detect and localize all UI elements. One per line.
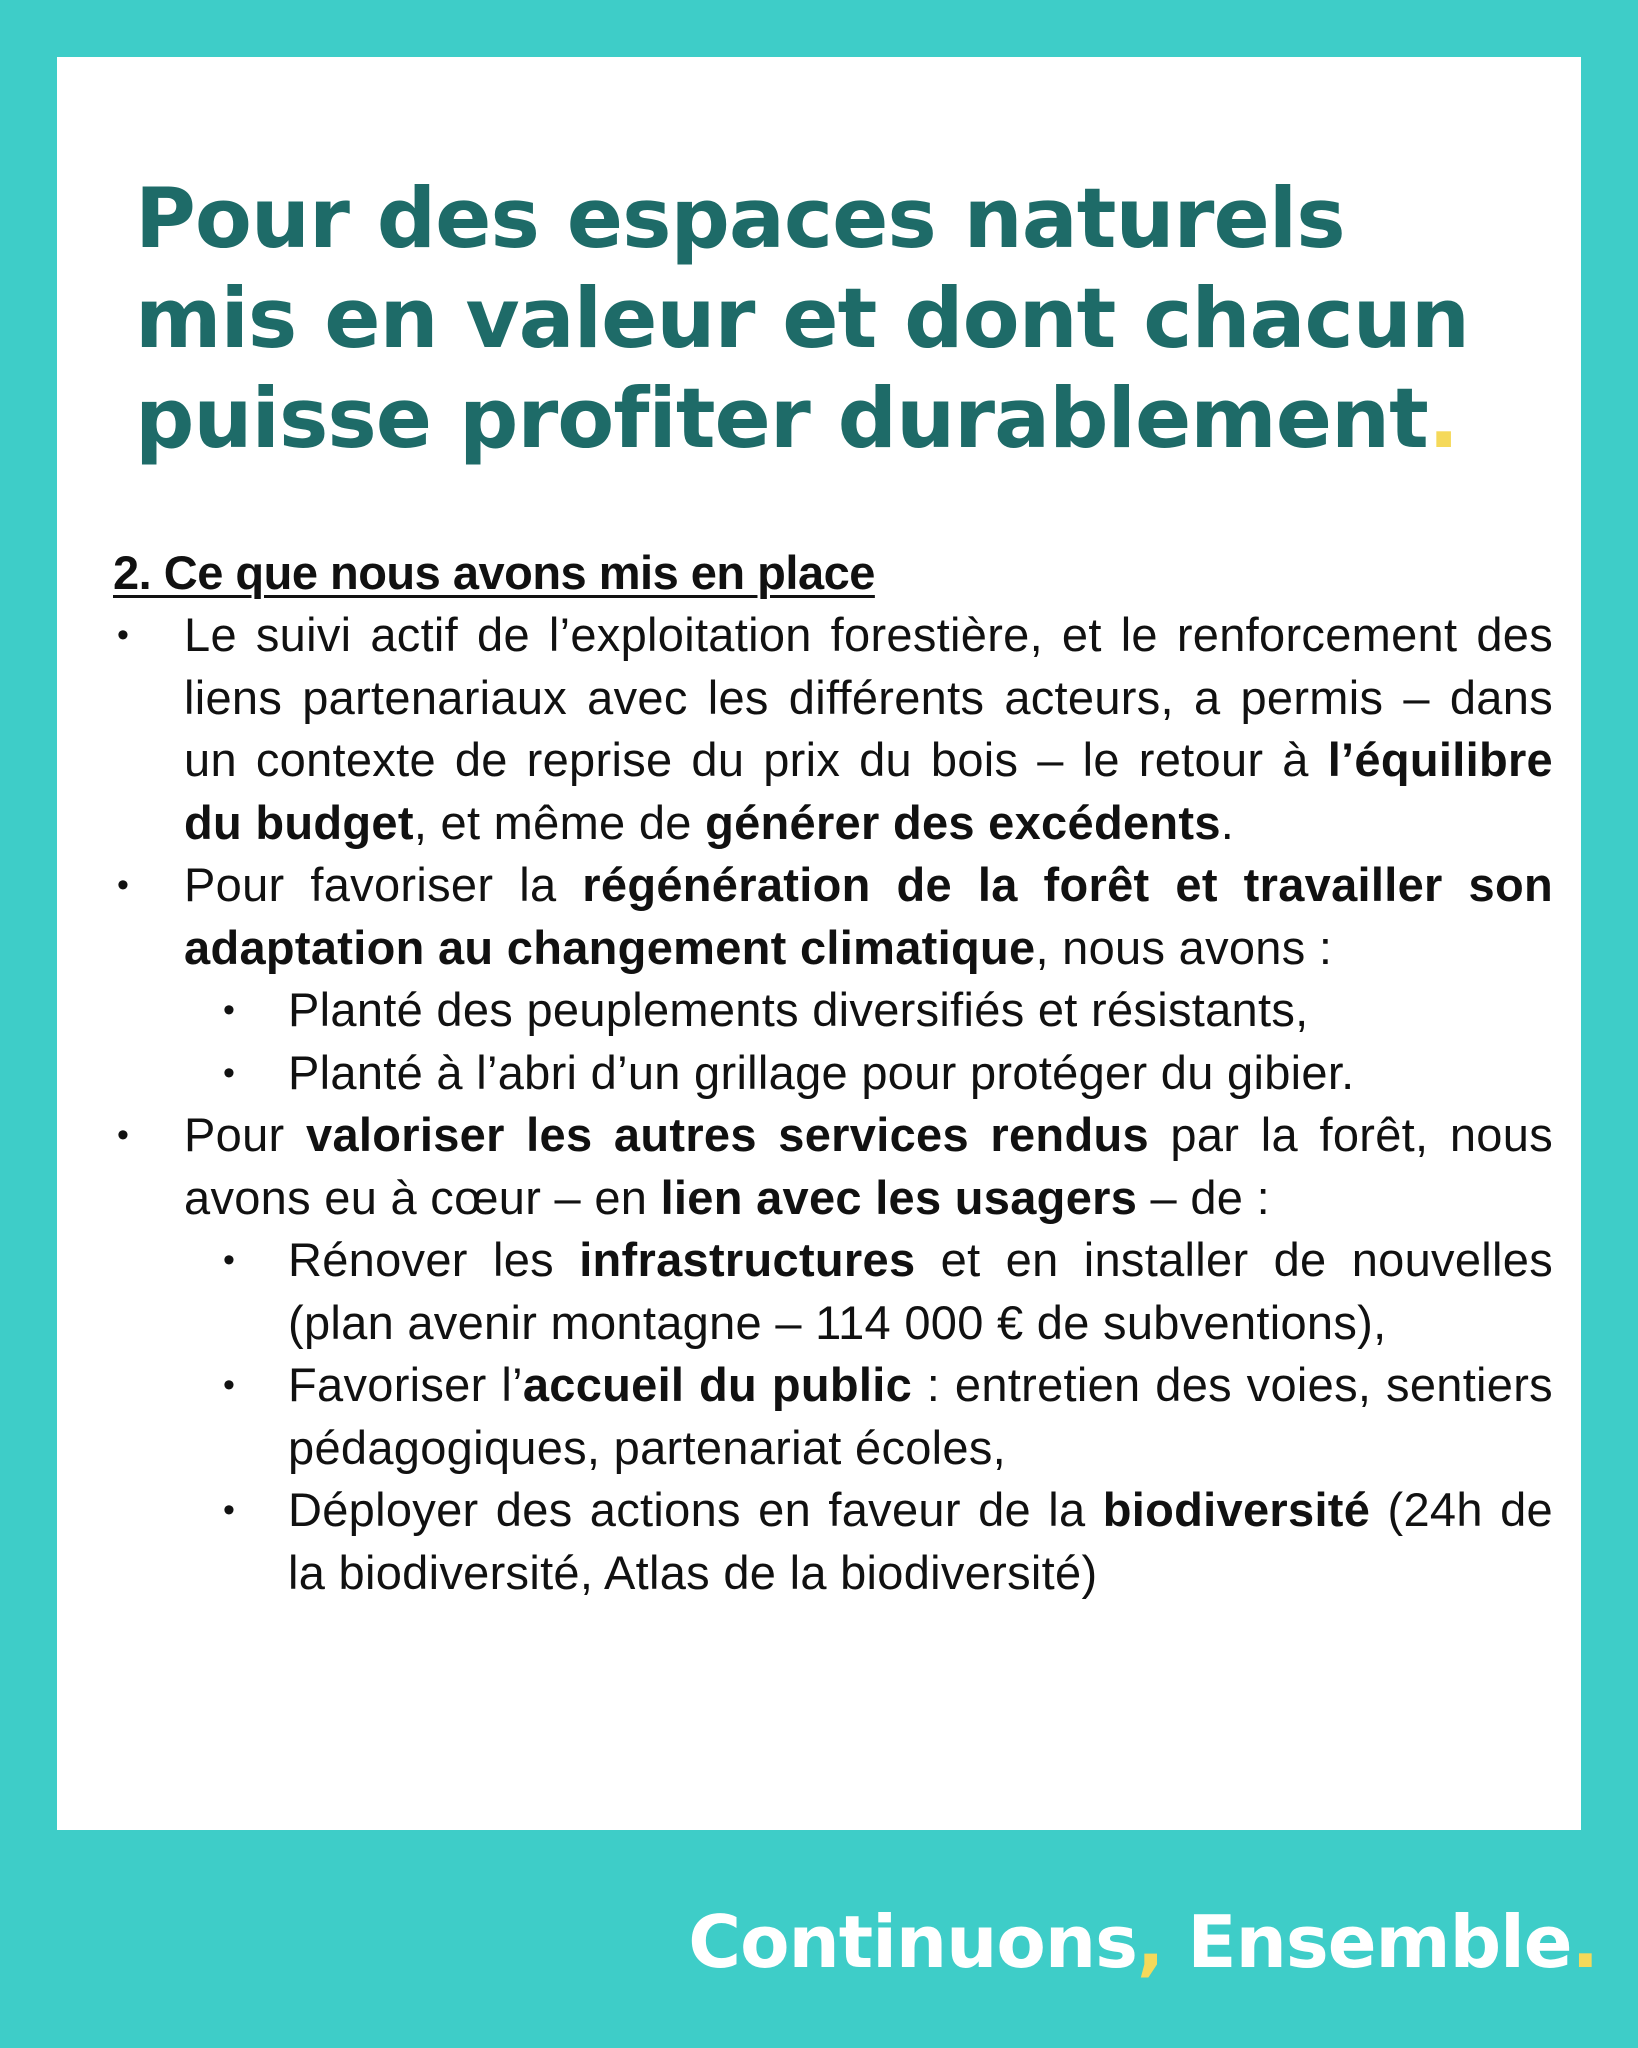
item-text: (24h de la biodiversité, Atlas de la biodiversité) <box>288 1483 1553 1599</box>
bullet-icon: • <box>223 1366 236 1404</box>
item-text-bold: infrastructures <box>579 1233 916 1286</box>
sub-list-item <box>183 1042 1553 1105</box>
main-list <box>113 604 1553 1604</box>
item-text: , nous avons : <box>1035 920 1333 974</box>
bullet-icon: • <box>117 866 130 904</box>
item-text-bold: régénération de la forêt et travailler son adaptation au changement climatique <box>184 858 1554 974</box>
page-title <box>135 169 1575 469</box>
sub-list <box>184 1229 1553 1604</box>
slogan-word-2: Ensemble <box>1163 1900 1572 1984</box>
item-text: Planté des peuplements diversifiés et résistants, <box>288 983 1309 1036</box>
sub-list <box>184 979 1553 1104</box>
bullet-icon: • <box>223 1491 236 1529</box>
bullet-icon: • <box>117 616 130 654</box>
title-line-3: puisse profiter durablement <box>135 370 1428 467</box>
item-text-bold: accueil du public <box>522 1358 913 1411</box>
item-text: Rénover les <box>288 1233 580 1286</box>
title-line-2: mis en valeur et dont chacun <box>135 270 1469 367</box>
content-panel <box>57 57 1581 1830</box>
item-text: Planté à l’abri d’un grillage pour protéger du gibier. <box>288 1045 1355 1099</box>
slogan-accent-dot: . <box>1571 1900 1598 1984</box>
section-content <box>113 542 1553 1604</box>
item-text: , et même de <box>413 795 706 849</box>
title-accent-dot: . <box>1427 370 1459 467</box>
item-text: Déployer des actions en faveur de la <box>288 1483 1103 1536</box>
sub-list-item <box>183 1229 1553 1354</box>
item-text-bold: l’équilibre du budget <box>184 733 1553 849</box>
list-item <box>113 1104 1553 1604</box>
item-text: Le suivi actif de l’exploitation forestière, et le renforcement des liens partenariaux avec les différents acteurs, a permis – dans un contexte de reprise du prix du bois – le retour à <box>184 608 1553 786</box>
sub-list-item <box>183 979 1553 1042</box>
item-text-bold: générer des excédents <box>705 795 1221 849</box>
sub-list-item <box>183 1479 1553 1604</box>
item-text: . <box>1220 795 1235 849</box>
bullet-icon: • <box>223 1241 236 1279</box>
item-text: – de : <box>1137 1170 1270 1224</box>
item-text: : entretien des voies, sentiers pédagogiques, partenariat écoles, <box>288 1358 1553 1474</box>
list-item <box>113 854 1553 1104</box>
item-text: Favoriser l’ <box>288 1358 523 1411</box>
item-text: Pour <box>184 1108 306 1161</box>
section-heading: 2. Ce que nous avons mis en place <box>113 546 875 599</box>
slogan-logo <box>688 1900 1598 1984</box>
slogan-accent-comma: , <box>1137 1900 1164 1984</box>
title-line-1: Pour des espaces naturels <box>135 170 1345 267</box>
item-text-bold: biodiversité <box>1102 1483 1371 1536</box>
item-text-bold: valoriser les autres services rendus <box>306 1108 1149 1161</box>
item-text: et en installer de nouvelles (plan avenir montagne – 114 000 € de subventions), <box>288 1233 1554 1349</box>
bullet-icon: • <box>223 1053 236 1092</box>
bullet-icon: • <box>223 991 236 1029</box>
slogan-word-1: Continuons <box>688 1900 1137 1984</box>
bullet-icon: • <box>117 1116 130 1154</box>
list-item <box>113 604 1553 854</box>
item-text-bold: lien avec les usagers <box>660 1170 1138 1224</box>
item-text: par la forêt, nous avons eu à cœur – en <box>184 1108 1553 1224</box>
item-text: Pour favoriser la <box>184 858 583 911</box>
sub-list-item <box>183 1354 1553 1479</box>
